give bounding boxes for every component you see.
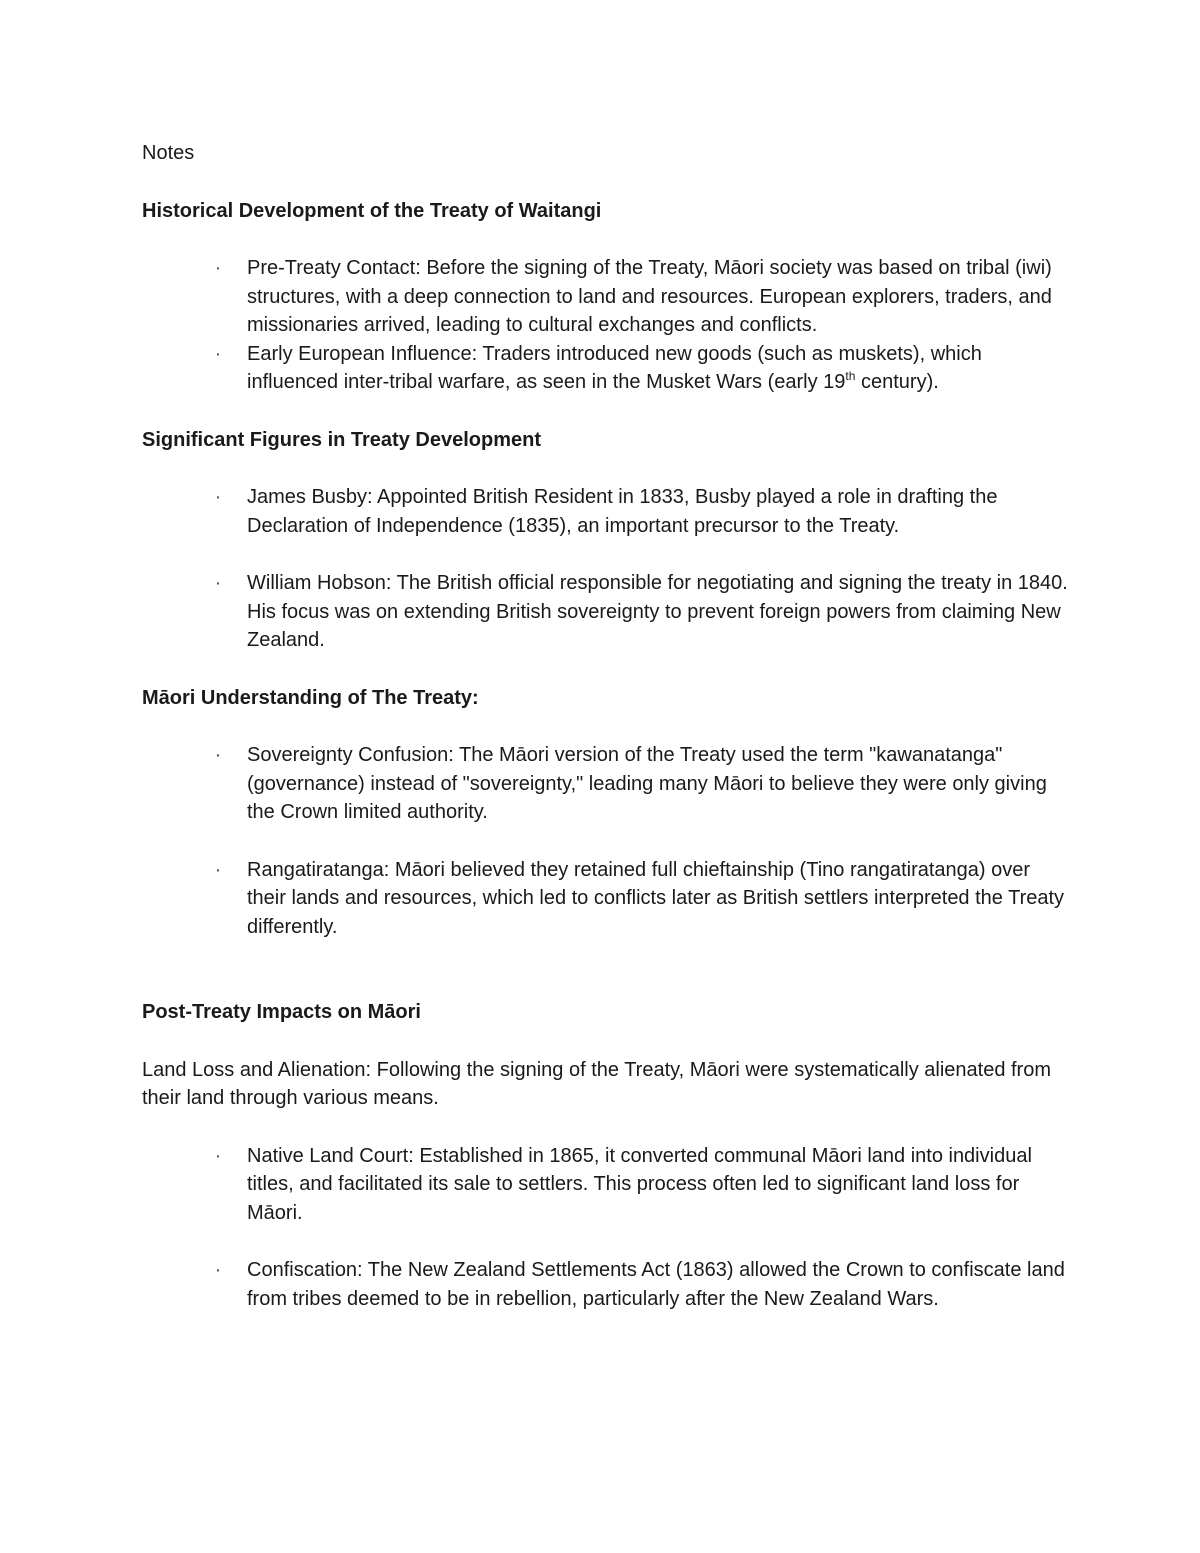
list-item-text: Pre-Treaty Contact: Before the signing of the Treaty, Māori society was based on tribal (iwi) structures, with a deep connection to land and resources. European explorers, traders, and missionaries arrived, leading to cultural exchanges and conflicts. — [247, 257, 1052, 336]
list-item-text: Rangatiratanga: Māori believed they retained full chieftainship (Tino rangatiratanga) over their lands and resources, which led to conflicts later as British settlers interpreted the Treaty differently. — [247, 858, 1065, 938]
bullet-icon: · — [214, 342, 222, 365]
bullet-icon: · — [214, 257, 222, 279]
section-heading-post-treaty-impacts: Post-Treaty Impacts on Māori — [142, 1001, 421, 1023]
list-item — [142, 1256, 1072, 1313]
bullet-icon: · — [214, 486, 222, 508]
list-item-text: Sovereignty Confusion: The Māori version of the Treaty used the term "kawanatanga" (governance) instead of "sovereignty," leading many Māori to believe they were only giving the Crown limited authority. — [247, 744, 1047, 823]
list-item-text: William Hobson: The British official responsible for negotiating and signing the treaty in 1840. His focus was on extending British sovereignty to prevent foreign powers from claiming New Zealand. — [247, 572, 1068, 651]
document-page — [142, 139, 1072, 1313]
list-item-text — [247, 343, 982, 394]
bullet-list-significant-figures — [142, 483, 1072, 655]
list-item-text: Confiscation: The New Zealand Settlements Act (1863) allowed the Crown to confiscate land from tribes deemed to be in rebellion, particularly after the New Zealand Wars. — [247, 1259, 1065, 1310]
list-item — [142, 1142, 1072, 1228]
bullet-list-post-treaty-impacts — [142, 1142, 1072, 1314]
bullet-icon: · — [214, 744, 222, 766]
superscript: th — [845, 369, 856, 383]
bullet-list-maori-understanding — [142, 741, 1072, 941]
list-item — [142, 483, 1072, 540]
list-item-text-part: century). — [855, 371, 939, 393]
section-heading-historical-development: Historical Development of the Treaty of Waitangi — [142, 199, 602, 222]
notes-label: Notes — [142, 142, 195, 164]
list-item — [142, 741, 1072, 827]
bullet-icon: · — [214, 1259, 222, 1281]
bullet-list-historical-development — [142, 254, 1072, 397]
section-heading-significant-figures: Significant Figures in Treaty Development — [142, 428, 541, 451]
bullet-icon: · — [214, 858, 222, 881]
section-heading-maori-understanding: Māori Understanding of The Treaty: — [142, 686, 479, 709]
list-item-text-part: Early European Influence: Traders introduced new goods (such as muskets), which influenced inter-tribal warfare, as seen in the Musket Wars (early 19 — [247, 342, 982, 393]
list-item — [142, 856, 1072, 942]
section-intro-paragraph: Land Loss and Alienation: Following the signing of the Treaty, Māori were systematically alienated from their land through various means. — [142, 1058, 1052, 1109]
list-item — [142, 340, 1072, 397]
bullet-icon: · — [214, 1144, 222, 1167]
list-item-text: James Busby: Appointed British Resident in 1833, Busby played a role in drafting the Declaration of Independence (1835), an important precursor to the Treaty. — [247, 486, 998, 537]
list-item — [142, 569, 1072, 655]
bullet-icon: · — [214, 572, 222, 594]
list-item — [142, 254, 1072, 340]
list-item-text: Native Land Court: Established in 1865, it converted communal Māori land into individual titles, and facilitated its sale to settlers. This process often led to significant land loss for Māori. — [247, 1144, 1032, 1224]
